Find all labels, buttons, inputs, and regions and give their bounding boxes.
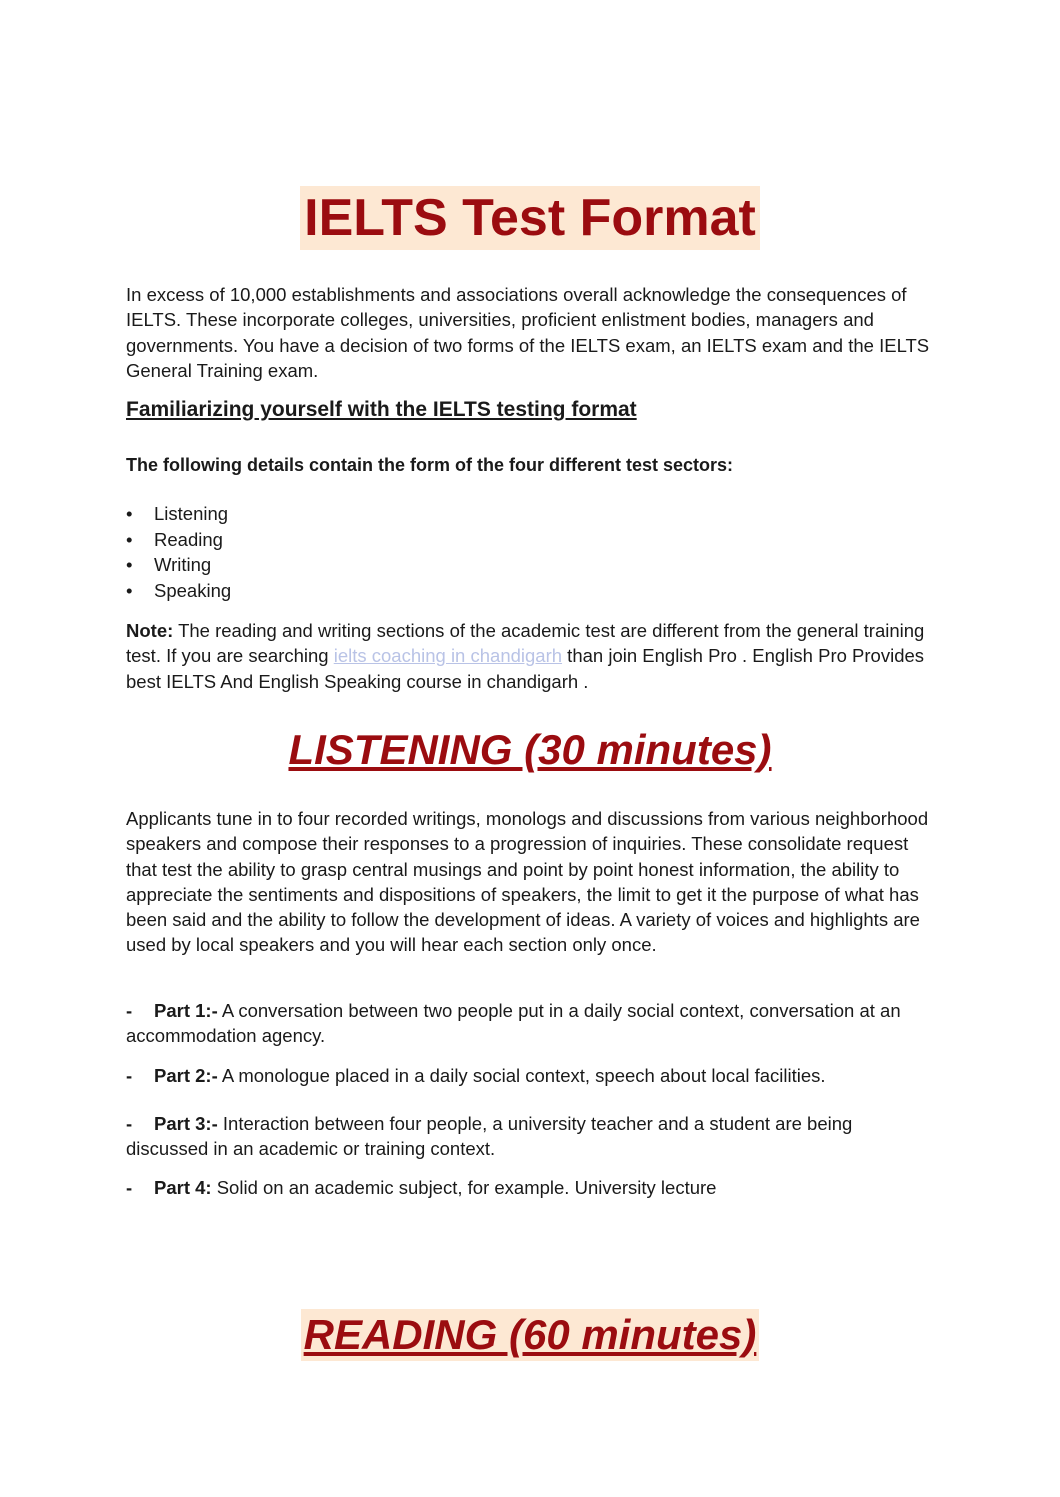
bullet-icon: •	[126, 503, 133, 524]
note-label: Note:	[126, 620, 174, 641]
part-label: Part 3:-	[154, 1113, 218, 1134]
sectors-lead: The following details contain the form of the four different test sectors:	[126, 455, 734, 475]
listening-title: LISTENING (30 minutes)	[288, 726, 772, 773]
title-container	[0, 186, 1060, 250]
intro-block	[126, 282, 932, 383]
dash-icon: -	[126, 1113, 133, 1134]
sectors-block	[126, 501, 932, 603]
dash-icon: -	[126, 1065, 133, 1086]
list-item	[126, 552, 932, 578]
part-text: Interaction between four people, a university teacher and a student are being discussed in an academic or training context.	[126, 1113, 853, 1160]
part-text: A conversation between two people put in a daily social context, conversation at an accommodation agency.	[126, 1000, 901, 1047]
part-label: Part 1:-	[154, 1000, 218, 1021]
dash-icon: -	[126, 1177, 133, 1198]
bullet-icon: •	[126, 579, 133, 601]
list-item	[126, 527, 932, 553]
bullet-icon: •	[126, 554, 133, 575]
note-block	[126, 618, 932, 694]
listening-part-1	[126, 998, 932, 1049]
coaching-link[interactable]: ielts coaching in chandigarh	[333, 645, 563, 667]
sectors-list	[126, 501, 932, 603]
part-item	[126, 1063, 932, 1088]
listening-description: Applicants tune in to four recorded writings, monologs and discussions from various neighborhood speakers and compose their responses to a progression of inquiries. These consolidate request that test the ability to grasp central musings and point by point honest information, the ability to appreciate the sentiments and dispositions of speakers, the limit to get it the purpose of what has been said and the ability to follow the development of ideas. A variety of voices and highlights are used by local speakers and you will hear each section only once.	[126, 808, 929, 956]
sector-label: Speaking	[154, 579, 232, 601]
listening-part-3	[126, 1111, 932, 1162]
list-item	[126, 501, 932, 527]
bullet-icon: •	[126, 528, 133, 550]
format-subheading: Familiarizing yourself with the IELTS testing format	[126, 398, 637, 421]
sector-label: Reading	[154, 528, 223, 550]
listening-part-2	[126, 1063, 932, 1088]
sector-label: Listening	[154, 503, 229, 524]
note-text-after: than join English Pro . English Pro Provides best IELTS And English Speaking course in chandigarh .	[126, 645, 925, 692]
part-item	[126, 998, 932, 1049]
part-text: Solid on an academic subject, for example. University lecture	[211, 1177, 717, 1198]
listening-part-4	[126, 1175, 932, 1200]
part-label: Part 2:-	[154, 1065, 218, 1086]
part-text: A monologue placed in a daily social context, speech about local facilities.	[217, 1065, 826, 1086]
page-title: IELTS Test Format	[300, 186, 760, 250]
reading-title-container	[0, 1309, 1060, 1361]
listening-title-container	[0, 724, 1060, 776]
note-text-before: The reading and writing sections of the academic test are different from the general training test. If you are searching	[126, 620, 925, 667]
part-item	[126, 1175, 932, 1200]
part-label: Part 4:	[154, 1177, 212, 1198]
part-item	[126, 1111, 932, 1162]
sector-label: Writing	[154, 554, 212, 575]
note-paragraph	[126, 618, 932, 694]
dash-icon: -	[126, 1000, 133, 1021]
lead-block	[126, 453, 932, 478]
listening-description-block	[126, 806, 932, 958]
intro-paragraph: In excess of 10,000 establishments and associations overall acknowledge the consequences of IELTS. These incorporate colleges, universities, proficient enlistment bodies, managers and governments. You have a decision of two forms of the IELTS exam, an IELTS exam and the IELTS General Training exam.	[126, 284, 930, 381]
list-item	[126, 578, 932, 604]
reading-title: READING (60 minutes)	[301, 1309, 760, 1361]
subheading-block	[126, 396, 932, 424]
